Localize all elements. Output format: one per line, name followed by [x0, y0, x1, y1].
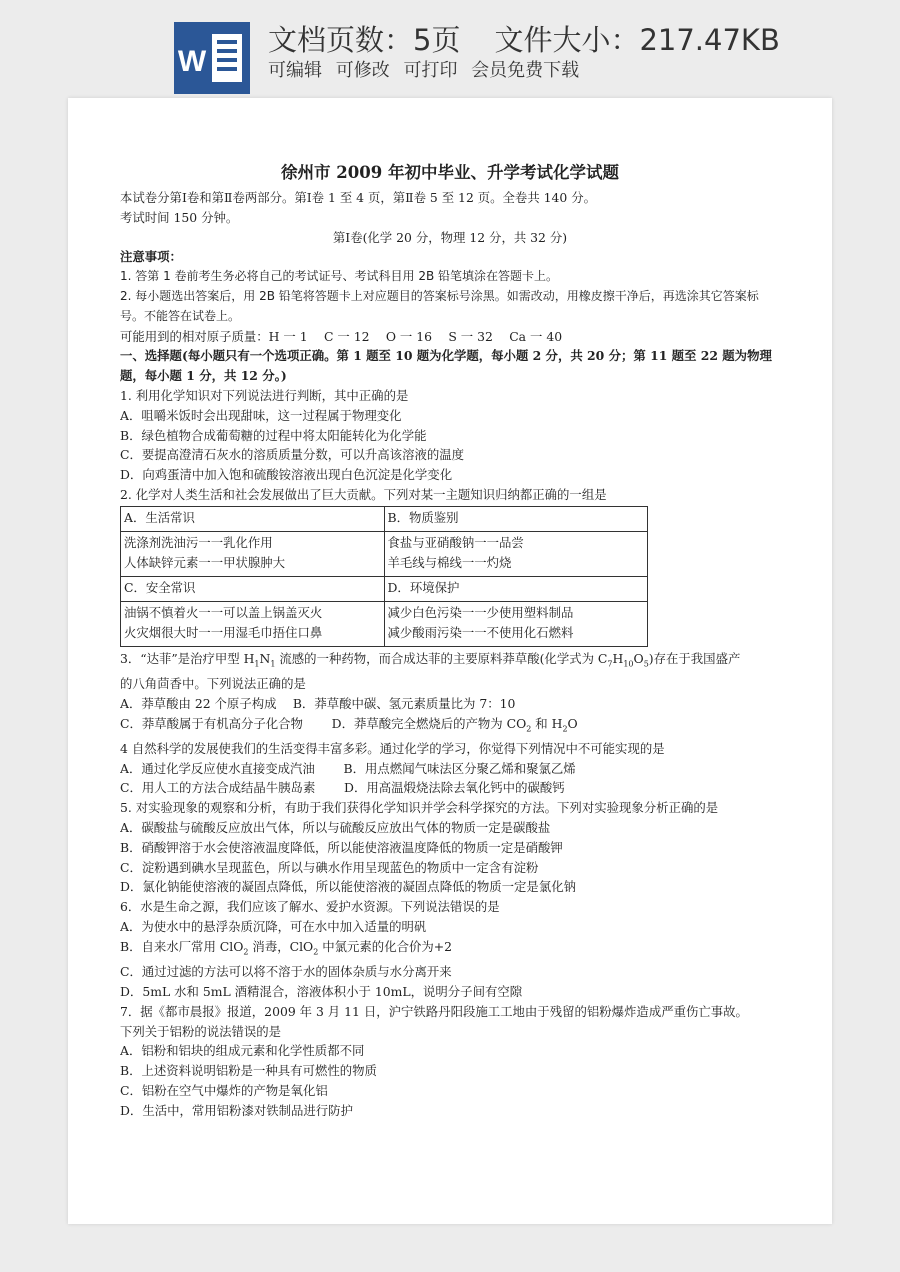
word-icon — [172, 20, 252, 96]
table-cell: 油锅不慎着火一一可以盖上锅盖灭火 火灾烟很大时一一用湿毛巾捂住口鼻 — [121, 601, 385, 646]
notice-item: 2. 每小题选出答案后，用 2B 铅笔将答题卡上对应题目的答案标号涂黑。如需改动，用橡皮擦干净后，再选涂其它答案标号。不能答在试卷上。 — [120, 288, 759, 323]
knowledge-table — [120, 506, 648, 647]
question-option: A．咀嚼米饭时会出现甜味，这一过程属于物理变化 — [120, 407, 402, 423]
question-option: B．上述资料说明铝粉是一种具有可燃性的物质 — [120, 1063, 377, 1079]
question-stem: 7．据《都市晨报》报道，2009 年 3 月 11 日，沪宁铁路丹阳段施工工地由于残留的铝粉爆炸造成严重伤亡事故。 — [120, 1003, 748, 1019]
question-stem: 5. 对实验现象的观察和分析，有助于我们获得化学知识并学会科学探究的方法。下列对实验现象分析正确的是 — [120, 800, 719, 816]
question-stem: 4 自然科学的发展使我们的生活变得丰富多彩。通过化学的学习，你觉得下列情况中不可能实现的是 — [120, 740, 665, 756]
table-cell: 食盐与亚硝酸钠一一品尝 羊毛线与棉线一一灼烧 — [384, 531, 648, 576]
notice-title: 注意事项： — [120, 249, 182, 265]
notice-item: 1. 答第 1 卷前考生务必将自己的考试证号、考试科目用 2B 铅笔填涂在答题卡上。 — [120, 269, 559, 284]
question-option: A．为使水中的悬浮杂质沉降，可在水中加入适量的明矾 — [120, 919, 427, 935]
doc-stats — [268, 18, 780, 59]
question-option: D．向鸡蛋清中加入饱和硫酸铵溶液出现白色沉淀是化学变化 — [120, 467, 453, 483]
table-cell: B．物质鉴别 — [384, 506, 648, 531]
question-stem: 6．水是生命之源，我们应该了解水、爱护水资源。下列说法错误的是 — [120, 899, 500, 915]
question-stem: 下列关于铝粉的说法错误的是 — [120, 1023, 282, 1039]
question-option: C．通过过滤的方法可以将不溶于水的固体杂质与水分离开来 — [120, 964, 452, 980]
document-page — [68, 98, 832, 1224]
download-banner — [0, 0, 900, 100]
question-option: B．绿色植物合成葡萄糖的过程中将太阳能转化为化学能 — [120, 427, 427, 443]
question-stem: 1. 利用化学知识对下列说法进行判断，其中正确的是 — [120, 387, 409, 403]
question-option: C．用人工的方法合成结晶牛胰岛素 D．用高温煅烧法除去氧化钙中的碳酸钙 — [120, 780, 565, 796]
word-icon-letter: W — [177, 45, 207, 78]
feature-list: 可编辑 可修改 可打印 会员免费下载 — [268, 60, 580, 81]
table-cell: A．生活常识 — [121, 506, 385, 531]
question-stem: 的八角茴香中。下列说法正确的是 — [120, 676, 306, 692]
question-option: A．铝粉和铝块的组成元素和化学性质都不同 — [120, 1043, 365, 1059]
question-option: C．淀粉遇到碘水呈现蓝色，所以与碘水作用呈现蓝色的物质中一定含有淀粉 — [120, 859, 539, 875]
question-option: A．通过化学反应使水直接变成汽油 B．用点燃闻气味法区分聚乙烯和聚氯乙烯 — [120, 760, 576, 776]
question-option: C．铝粉在空气中爆炸的产物是氧化铝 — [120, 1082, 328, 1098]
table-cell: 减少白色污染一一少使用塑料制品 减少酸雨污染一一不使用化石燃料 — [384, 601, 648, 646]
section-heading: 第Ⅰ卷(化学 20 分，物理 12 分，共 32 分) — [332, 229, 568, 245]
table-cell: D．环境保护 — [384, 576, 648, 601]
page-count: 文档页数：5页 — [268, 23, 461, 57]
question-option: A．莽草酸由 22 个原子构成 B．莽草酸中碳、氢元素质量比为 7：10 — [120, 695, 516, 711]
page-content — [120, 160, 780, 1120]
question-option: D．生活中，常用铝粉漆对铁制品进行防护 — [120, 1102, 353, 1118]
table-cell: C．安全常识 — [121, 576, 385, 601]
question-stem: 3．“达菲”是治疗甲型 $H_1N_1$ 流感的一种药物，而合成达菲的主要原料莽草酸(化学式为 $C_7H_{10}O_5$)存在于我国盛产 — [120, 650, 741, 669]
atomic-mass-line: 可能用到的相对原子质量：H 一 1 C 一 12 O 一 16 S 一 32 Ca 一 40 — [120, 328, 563, 344]
question-option: B．自来水厂常用 ClO$_2$ 消毒，ClO$_2$ 中氯元素的化合价为+2 — [120, 938, 453, 957]
part-heading: 一、选择题(每小题只有一个选项正确。第 1 题至 10 题为化学题，每小题 2 分，共 20 分；第 11 题至 22 题为物理题，每小题 1 分，共 12 分。) — [120, 348, 772, 384]
question-option: D．5mL 水和 5mL 酒精混合，溶液体积小于 10mL，说明分子间有空隙 — [120, 983, 523, 999]
intro-line: 考试时间 150 分钟。 — [120, 209, 239, 225]
question-option: A．碳酸盐与硫酸反应放出气体，所以与硫酸反应放出气体的物质一定是碳酸盐 — [120, 820, 551, 836]
question-stem: 2. 化学对人类生活和社会发展做出了巨大贡献。下列对某一主题知识归纳都正确的一组是 — [120, 486, 607, 502]
question-option: C．莽草酸属于有机高分子化合物 D．莽草酸完全燃烧后的产物为 $CO_2$ 和 $H_2O$ — [120, 715, 578, 734]
question-option: B．硝酸钾溶于水会使溶液温度降低，所以能使溶液温度降低的物质一定是硝酸钾 — [120, 839, 563, 855]
question-option: D．氯化钠能使溶液的凝固点降低，所以能使溶液的凝固点降低的物质一定是氯化钠 — [120, 879, 576, 895]
file-size: 文件大小：217.47KB — [494, 23, 780, 57]
intro-line: 本试卷分第Ⅰ卷和第Ⅱ卷两部分。第Ⅰ卷 1 至 4 页，第Ⅱ卷 5 至 12 页。全卷共 140 分。 — [120, 190, 597, 205]
table-cell: 洗涤剂洗油污一一乳化作用 人体缺锌元素一一甲状腺肿大 — [121, 531, 385, 576]
page-title: 徐州市 2009 年初中毕业、升学考试化学试题 — [281, 163, 619, 182]
question-option: C．要提高澄清石灰水的溶质质量分数，可以升高该溶液的温度 — [120, 447, 465, 463]
